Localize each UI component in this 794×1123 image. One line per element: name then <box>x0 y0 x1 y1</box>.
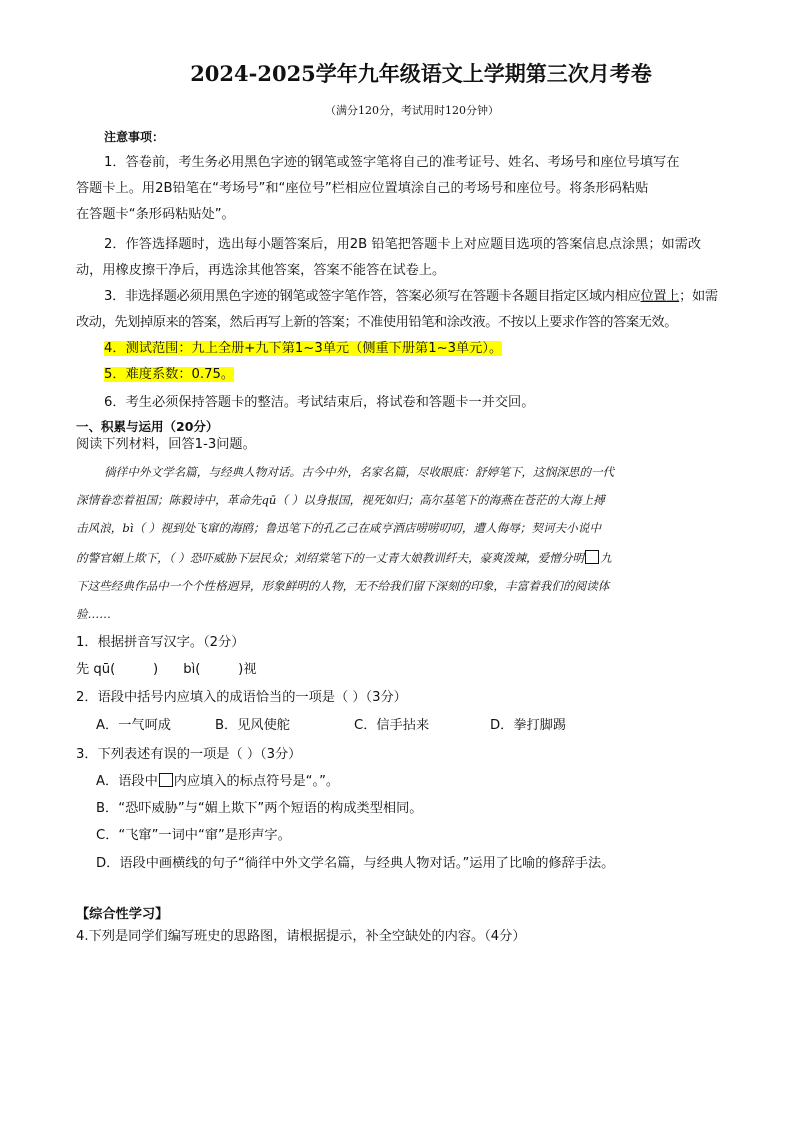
notice-item-1-line-1: 1．答卷前，考生务必用黑色字迹的钢笔或签字笔将自己的准考证号、姓名、考场号和座位号填写在 <box>104 155 680 170</box>
notice-item-3-text-c: ；如需 <box>679 289 718 304</box>
page-subtitle: （满分120分，考试用时120分钟） <box>325 104 499 117</box>
q1-answer-line: 先 qū( ) bì( )视 <box>76 662 257 677</box>
punctuation-blank-box <box>585 550 599 564</box>
passage-line-2: 深情眷恋着祖国；陈毅诗中，革命先qū（ ）以身报国，视死如归；高尔基笔下的海燕在苍茫的大海上搏 <box>76 493 605 507</box>
passage-line-4 <box>76 544 612 572</box>
section-1-instruction: 阅读下列材料，回答1-3问题。 <box>76 437 256 452</box>
notice-item-3-line-2: 改动，先划掉原来的答案，然后再写上新的答案；不准使用铅笔和涂改液。不按以上要求作答的答案无效。 <box>76 315 678 330</box>
q2-option-b: B．见风使舵 <box>215 718 290 733</box>
notice-item-1-line-2: 答题卡上。用2B铅笔在“考场号”和“座位号”栏相应位置填涂自己的考场号和座位号。将条形码粘贴 <box>76 181 649 196</box>
notice-item-4-highlight: 4．测试范围：九上全册+九下第1~3单元（侧重下册第1~3单元）。 <box>104 341 503 356</box>
passage-line-5: 下这些经典作品中一个个性格迥异，形象鲜明的人物，无不给我们留下深刻的印象，丰富着我们的阅读体 <box>76 579 610 593</box>
notice-item-4 <box>104 336 502 362</box>
notice-item-2-line-1: 2．作答选择题时，选出每小题答案后，用2B 铅笔把答题卡上对应题目选项的答案信息点涂黑；如需改 <box>104 237 702 252</box>
passage-line-4-text: 的警官媚上欺下，（ ）恐吓威胁下层民众；刘绍棠笔下的一丈青大娘教训纤夫，豪爽泼辣，爱憎分明 <box>76 551 585 565</box>
notice-item-3-text-a: 3．非选择题必须用黑色字迹的钢笔或签字笔作答，答案必须写在答题卡各题目指定区域内相应 <box>104 289 641 304</box>
q2-stem: 2．语段中括号内应填入的成语恰当的一项是（ ）（3分） <box>76 690 407 705</box>
passage-line-3: 击风浪，bì（ ）视到处飞窜的海鸥；鲁迅笔下的孔乙己在咸亨酒店唠唠叨叨，遭人侮辱；契诃夫小说中 <box>76 521 601 535</box>
page-title: 2024-2025学年九年级语文上学期第三次月考卷 <box>190 61 652 86</box>
q3-option-a <box>96 769 339 795</box>
q3-option-a-text: A．语段中 <box>96 774 158 789</box>
q3-option-d: D．语段中画横线的句子“徜徉中外文学名篇，与经典人物对话。”运用了比喻的修辞手法。 <box>96 856 615 871</box>
notice-item-6: 6．考生必须保持答题卡的整洁。考试结束后，将试卷和答题卡一并交回。 <box>104 395 535 410</box>
q2-option-a: A．一气呵成 <box>96 718 171 733</box>
passage-line-6: 验…… <box>76 607 111 621</box>
q4-stem: 4.下列是同学们编写班史的思路图，请根据提示，补全空缺处的内容。（4分） <box>76 929 526 944</box>
section-2-heading: 【综合性学习】 <box>76 907 169 922</box>
punctuation-blank-box-ref <box>159 773 173 787</box>
notice-item-2-line-2: 动，用橡皮擦干净后，再选涂其他答案，答案不能答在试卷上。 <box>76 263 446 278</box>
notice-item-5-highlight: 5．难度系数：0.75。 <box>104 367 235 382</box>
q3-option-b: B．“恐吓威胁”与“媚上欺下”两个短语的构成类型相同。 <box>96 801 423 816</box>
passage-line-4-tail: 九 <box>600 551 612 565</box>
notice-heading: 注意事项： <box>104 130 165 144</box>
notice-item-1-line-3: 在答题卡“条形码粘贴处”。 <box>76 207 235 222</box>
q2-option-c: C．信手拈来 <box>354 718 430 733</box>
passage-line-1: 徜徉中外文学名篇，与经典人物对话。古今中外，名家名篇，尽收眼底：舒婷笔下，这悯深思的一代 <box>104 465 615 479</box>
notice-item-3-underlined: 位置上 <box>640 289 680 304</box>
q3-option-c: C．“飞窜”一词中“窜”是形声字。 <box>96 828 291 843</box>
q3-option-a-tail: 内应填入的标点符号是“。”。 <box>173 774 340 789</box>
notice-item-3-line-1 <box>104 284 718 310</box>
section-1-heading: 一、积累与运用（20分） <box>76 419 219 434</box>
q2-option-d: D．拳打脚踢 <box>490 718 567 733</box>
notice-item-5 <box>104 362 234 388</box>
q1-stem: 1．根据拼音写汉字。（2分） <box>76 635 245 650</box>
q3-stem: 3．下列表述有误的一项是（ ）（3分） <box>76 747 302 762</box>
